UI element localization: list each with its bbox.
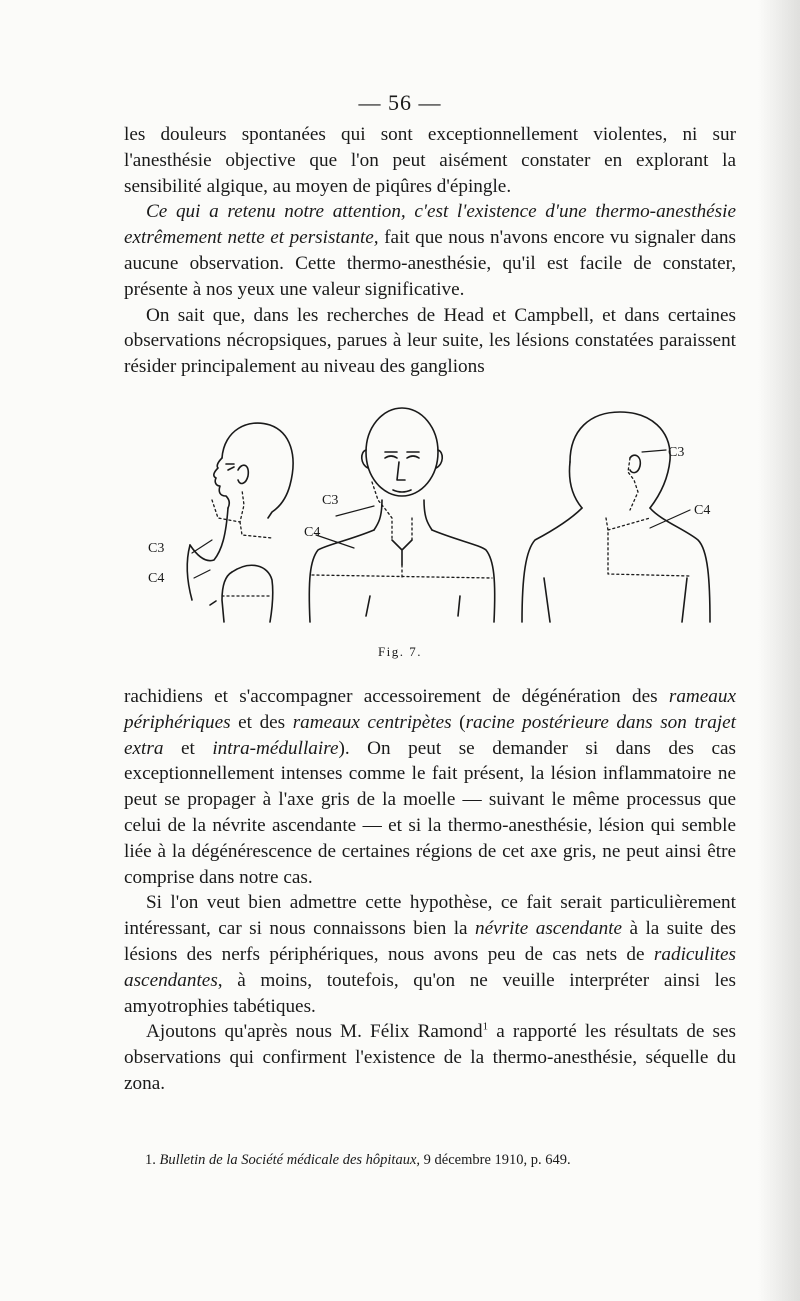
label-center-c4: C4 xyxy=(304,525,321,540)
paragraph-text: Si l'on veut bien admettre cette hypothèse, ce fait serait particulièrement intéressant, car si nous connaissons bien la xyxy=(124,892,736,940)
paragraph-hypothese xyxy=(124,890,736,1019)
paragraph-ramond xyxy=(124,1019,736,1096)
footnote-marker: 1 xyxy=(482,1020,489,1033)
paragraph-text: et des xyxy=(230,711,293,733)
emphasis-text: intra-médullaire xyxy=(212,737,339,759)
paragraph-continued: les douleurs spontanées qui sont exceptionnellement violentes, ni sur l'anesthésie objective que l'on peut aisément constater en explorant la sensibilité algique, au moyen de piqûres d'épingle. xyxy=(124,124,736,197)
paragraph-text: ). On peut se demander si dans des cas exceptionnellement intenses comme le fait présent, la lésion inflammatoire ne peut se propager à l'axe gris de la moelle — suivant le même processus que celui de la névrite ascendante — et si la thermo-anesthésie, lésion qui semble liée à la dégénérescence de certaines régions de cet axe gris, ne peut ainsi être comprise dans notre cas. xyxy=(124,737,736,888)
emphasis-text: rameaux périphériques xyxy=(124,686,736,733)
label-left-c4: C4 xyxy=(148,571,165,586)
back-head-drawing xyxy=(522,412,710,622)
footnote xyxy=(145,1150,745,1170)
label-left-c3: C3 xyxy=(148,541,165,556)
paragraph-text: fait que nous n'avons encore vu signaler dans aucune observation. Cette thermo-anesthésie, qu'il est facile de constater, présente à nos yeux une valeur significative. xyxy=(124,227,736,300)
paragraph-rachidiens xyxy=(124,684,736,890)
paragraph-text: et xyxy=(163,737,213,759)
footnote-text: 9 décembre 1910, p. 649. xyxy=(420,1152,571,1168)
label-right-c4: C4 xyxy=(694,503,711,518)
paragraph-head-campbell: On sait que, dans les recherches de Head et Campbell, et dans certaines observations nécropsiques, parues à leur suite, les lésions constatées paraissent résider principalement au niveau des ganglions xyxy=(124,304,736,378)
paragraph-text: a rapporté les résultats de ses observations qui confirment l'existence de la thermo-anesthésie, séquelle du zona. xyxy=(124,1021,736,1094)
footnote-citation: Bulletin de la Société médicale des hôpitaux, xyxy=(159,1152,421,1168)
figure-7-illustration xyxy=(130,400,730,635)
front-head-drawing xyxy=(309,408,494,622)
paragraph-text: , à moins, toutefois, qu'on ne veuille interpréter ainsi les amyotrophies tabétiques. xyxy=(124,969,736,1017)
head-neck-drawings xyxy=(130,400,730,635)
emphasis-text: Ce qui a retenu notre attention, c'est l'existence d'une thermo-anesthésie extrêmement nette et persistante, xyxy=(124,201,736,249)
emphasis-text: racine postérieure dans son trajet extra xyxy=(124,711,737,759)
label-right-c3: C3 xyxy=(668,445,685,460)
figure-caption: Fig. 7. xyxy=(377,644,423,659)
paragraph-text: Ajoutons qu'après nous M. Félix Ramond xyxy=(146,1021,483,1043)
emphasis-text: névrite ascendante xyxy=(475,918,623,940)
text-block-bottom xyxy=(124,684,736,1097)
emphasis-text: radiculites ascendantes xyxy=(124,943,736,991)
paragraph-text: ( xyxy=(451,711,466,733)
text-block-top xyxy=(124,122,736,380)
paragraph-text: à la suite des lésions des nerfs périphériques, nous avons peu de cas nets de xyxy=(124,918,736,965)
page-number: — 56 — xyxy=(358,90,442,115)
emphasis-text: rameaux centripètes xyxy=(292,711,452,733)
paragraph-text: rachidiens et s'accompagner accessoirement de dégénération des xyxy=(124,686,669,707)
footnote-number: 1. xyxy=(145,1152,156,1168)
paragraph-thermo-anesthesia xyxy=(124,199,736,302)
label-center-c3: C3 xyxy=(322,493,339,508)
